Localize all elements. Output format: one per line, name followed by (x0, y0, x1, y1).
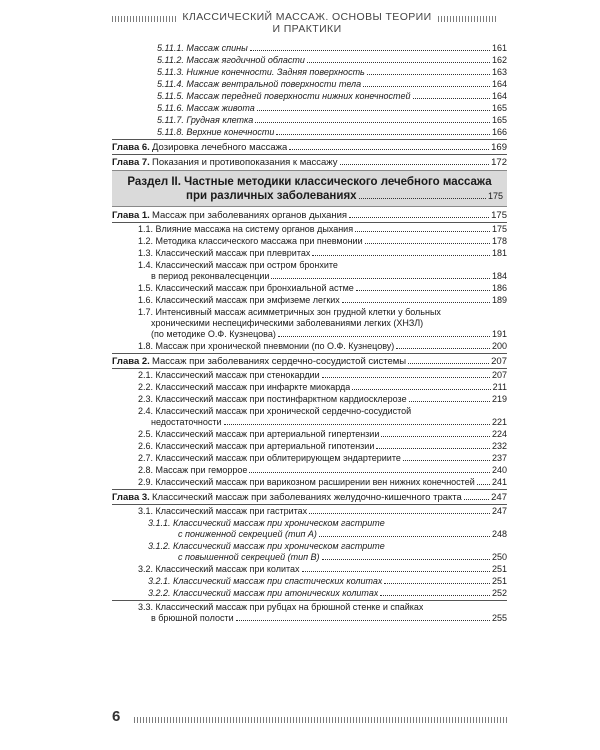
section-title-line2: при различных заболеваниях 175 (186, 190, 503, 202)
toc-entry-1-3: 1.3. Классический массаж при плевритах 181 (138, 248, 507, 258)
toc-entry-5-11-7: 5.11.7. Грудная клетка 165 (157, 115, 507, 125)
page-number: 6 (112, 708, 121, 725)
header-title: КЛАССИЧЕСКИЙ МАССАЖ. ОСНОВЫ ТЕОРИИ И ПРАКТИКИ (182, 11, 432, 35)
toc-entry-2-6: 2.6. Классический массаж при артериальной гипотензии 232 (138, 441, 507, 451)
toc-entry-1-1: 1.1. Влияние массажа на систему органов дыхания 175 (138, 224, 507, 234)
toc-entry-3-3: 3.3. Классический массаж при рубцах на брюшной стенке и спайках в брюшной полости 255 (138, 602, 507, 623)
page-footer (112, 710, 507, 728)
toc-entry-3-1-1: 3.1.1. Классический массаж при хроническом гастрите с пониженной секрецией (тип А) 248 (148, 518, 507, 539)
toc-entry-2-1: 2.1. Классический массаж при стенокардии 207 (138, 370, 507, 380)
toc-chapter-1: Глава 1. Массаж при заболеваниях органов дыхания 175 (112, 210, 507, 221)
toc-entry-1-4: 1.4. Классический массаж при остром бронхите в период реконвалесценции 184 (138, 260, 507, 281)
toc-entry-2-9: 2.9. Классический массаж при варикозном расширении вен нижних конечностей 241 (138, 477, 507, 487)
header-ornament-left (112, 16, 176, 22)
toc-entry-3-2-2: 3.2.2. Классический массаж при атонических колитах 252 (148, 588, 507, 598)
header-ornament-right (438, 16, 498, 22)
toc-chapter-3: Глава 3. Классический массаж при заболеваниях желудочно-кишечного тракта 247 (112, 489, 507, 503)
toc-entry-3-2-1: 3.2.1. Классический массаж при спастических колитах 251 (148, 576, 507, 586)
toc-entry-3-1: 3.1. Классический массаж при гастритах 247 (138, 506, 507, 516)
toc-entry-5-11-2: 5.11.2. Массаж ягодичной области 162 (157, 55, 507, 65)
toc-chapter-7: Глава 7. Показания и противопоказания к массажу 172 (112, 154, 507, 168)
toc-entry-1-6: 1.6. Классический массаж при эмфиземе легких 189 (138, 295, 507, 305)
toc-entry-5-11-6: 5.11.6. Массаж живота 165 (157, 103, 507, 113)
toc-entry-2-5: 2.5. Классический массаж при артериальной гипертензии 224 (138, 429, 507, 439)
toc-entry-1-7: 1.7. Интенсивный массаж асимметричных зон грудной клетки у больных хроническими неспецифическими заболеваниями легких (ХНЗЛ) (по методике О.Ф. Кузнецова) 191 (138, 307, 507, 339)
table-of-contents (112, 43, 507, 625)
toc-entry-2-3: 2.3. Классический массаж при постинфарктном кардиосклерозе 219 (138, 394, 507, 404)
toc-entry-2-4: 2.4. Классический массаж при хронической сердечно-сосудистой недостаточности 221 (138, 406, 507, 427)
toc-entry-2-8: 2.8. Массаж при геморрое 240 (138, 465, 507, 475)
toc-entry-1-2: 1.2. Методика классического массажа при пневмонии 178 (138, 236, 507, 246)
toc-entry-5-11-1: 5.11.1. Массаж спины 161 (157, 43, 507, 53)
section-title-line1: Раздел II. Частные методики классического лечебного массажа (127, 176, 492, 188)
running-header (112, 11, 498, 35)
toc-chapter-6: Глава 6. Дозировка лечебного массажа 169 (112, 139, 507, 153)
toc-entry-3-2: 3.2. Классический массаж при колитах 251 (138, 564, 507, 574)
section-heading (112, 170, 507, 207)
toc-entry-5-11-5: 5.11.5. Массаж передней поверхности нижних конечностей 164 (157, 91, 507, 101)
toc-entry-5-11-3: 5.11.3. Нижние конечности. Задняя поверхность 163 (157, 67, 507, 77)
toc-entry-1-5: 1.5. Классический массаж при бронхиальной астме 186 (138, 283, 507, 293)
toc-entry-2-2: 2.2. Классический массаж при инфаркте миокарда 211 (138, 382, 507, 392)
toc-entry-5-11-4: 5.11.4. Массаж вентральной поверхности тела 164 (157, 79, 507, 89)
toc-entry-2-7: 2.7. Классический массаж при облитерирующем эндартериите 237 (138, 453, 507, 463)
footer-ornament (134, 717, 507, 723)
toc-chapter-2: Глава 2. Массаж при заболеваниях сердечно-сосудистой системы 207 (112, 353, 507, 367)
toc-entry-3-1-2: 3.1.2. Классический массаж при хроническом гастрите с повышенной секрецией (тип В) 250 (148, 541, 507, 562)
toc-entry-1-8: 1.8. Массаж при хронической пневмонии (по О.Ф. Кузнецову) 200 (138, 341, 507, 351)
toc-entry-5-11-8: 5.11.8. Верхние конечности 166 (157, 127, 507, 137)
